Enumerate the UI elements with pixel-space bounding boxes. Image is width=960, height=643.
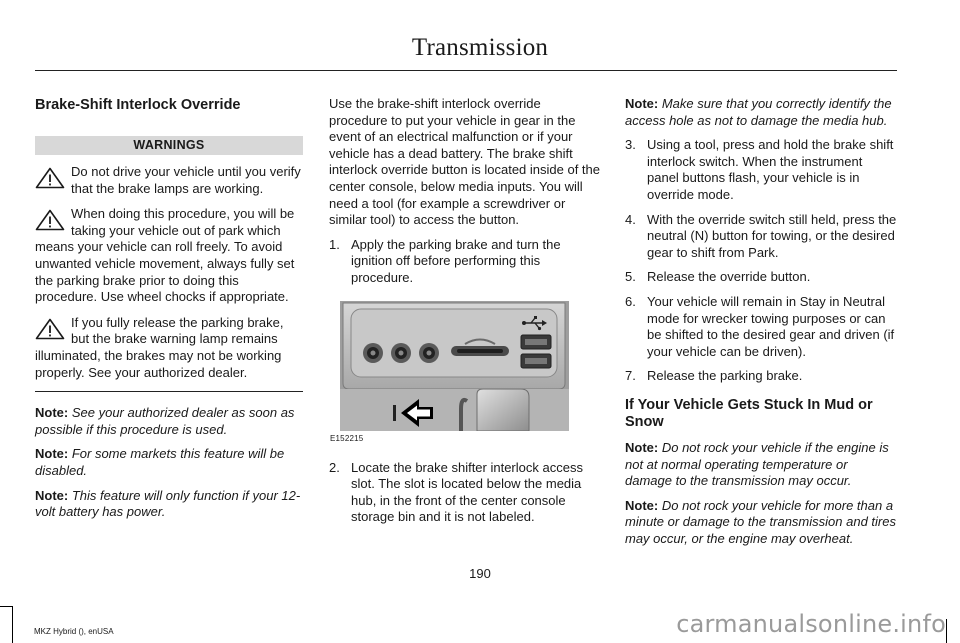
note xyxy=(625,96,897,129)
note-label: Note: xyxy=(35,405,69,421)
step-number: 4. xyxy=(625,211,636,227)
warning-triangle-icon xyxy=(35,209,65,231)
note-text: Do not rock your vehicle for more than a minute or damage to the transmission and tires may occur, or the engine may overheat. xyxy=(625,497,896,546)
page-title: Transmission xyxy=(411,34,549,61)
column-3 xyxy=(625,96,897,555)
step-text: Locate the brake shifter interlock access slot. The slot is located below the media hub, in the front of the center console storage bin and it is not labeled. xyxy=(351,459,583,525)
center-console-image xyxy=(329,301,569,448)
step-number: 7. xyxy=(625,368,636,384)
note-label: Note: xyxy=(625,439,659,455)
note-text: For some markets this feature will be disabled. xyxy=(35,446,285,478)
warnings-divider xyxy=(35,391,303,392)
steps-list xyxy=(625,137,897,385)
step-text: Your vehicle will remain in Stay in Neutral mode for wrecker towing purposes or can be shifted to the desired gear and driven (if your vehicle can be driven). xyxy=(647,293,895,359)
warning-triangle-icon xyxy=(35,318,65,340)
note xyxy=(625,440,897,490)
header-divider xyxy=(35,70,897,71)
list-item xyxy=(625,294,897,360)
note xyxy=(35,446,303,479)
list-item xyxy=(625,137,897,203)
step-text: Apply the parking brake and turn the ignition off before performing this procedure. xyxy=(351,236,561,285)
page-number: 190 xyxy=(469,566,491,581)
note-label: Note: xyxy=(35,487,69,503)
crop-mark xyxy=(946,619,947,643)
note-text: This feature will only function if your 12-volt battery has power. xyxy=(35,487,301,520)
list-item xyxy=(625,269,897,286)
warning-item xyxy=(35,315,303,381)
subsection-heading: If Your Vehicle Gets Stuck In Mud or Snow xyxy=(625,396,873,430)
warning-item xyxy=(35,206,303,306)
section-heading: Brake-Shift Interlock Override xyxy=(35,97,241,113)
list-item xyxy=(329,460,601,526)
step-text: Release the override button. xyxy=(647,269,811,285)
figure-code: E152215 xyxy=(330,433,364,443)
step-text: With the override switch still held, press the neutral (N) button for towing, or the desired gear to shift from Park. xyxy=(647,211,897,260)
steps-list xyxy=(329,237,601,287)
note-text: Make sure that you correctly identify the access hole as not to damage the media hub. xyxy=(625,96,892,128)
warnings-banner: WARNINGS xyxy=(35,136,303,155)
step-text: Release the parking brake. xyxy=(647,368,803,384)
crop-mark xyxy=(12,606,13,643)
round-jack-icon xyxy=(391,343,411,363)
watermark: carmanualsonline.info xyxy=(676,610,946,638)
intro-paragraph: Use the brake-shift interlock override procedure to put your vehicle in gear in the event of an electrical malfunction or if your vehicle has a dead battery. The brake shift interlock override button is located inside of the center console, below media inputs. You will need a tool (for example a screwdriver or similar tool) to access the button. xyxy=(329,96,600,228)
steps-list xyxy=(329,460,601,526)
console-illustration xyxy=(329,301,569,448)
round-jack-icon xyxy=(419,343,439,363)
note xyxy=(35,405,303,438)
step-text: Using a tool, press and hold the brake shift interlock switch. When the instrument panel buttons flash, your vehicle is in override mode. xyxy=(647,137,894,202)
document-id: MKZ Hybrid (), enUSA xyxy=(34,627,114,636)
note xyxy=(35,488,303,521)
note-text: Do not rock your vehicle if the engine is not at normal operating temperature or damage to the transmission may occur. xyxy=(625,439,889,489)
note-label: Note: xyxy=(625,497,659,513)
warning-text: If you fully release the parking brake, but the brake warning lamp remains illuminated, the brakes may not be working properly. See your authorized dealer. xyxy=(35,314,284,380)
step-number: 5. xyxy=(625,269,636,285)
note-label: Note: xyxy=(35,446,69,462)
crop-mark xyxy=(0,606,13,607)
round-jack-icon xyxy=(363,343,383,363)
note xyxy=(625,498,897,548)
note-text: See your authorized dealer as soon as possible if this procedure is used. xyxy=(35,405,295,437)
warning-item xyxy=(35,164,303,197)
step-number: 2. xyxy=(329,459,340,475)
column-2 xyxy=(329,96,601,534)
step-number: 6. xyxy=(625,293,636,309)
list-item xyxy=(329,237,601,287)
step-number: 1. xyxy=(329,236,340,252)
step-number: 3. xyxy=(625,137,636,153)
list-item xyxy=(625,368,897,385)
warning-text: When doing this procedure, you will be taking your vehicle out of park which means your vehicle can roll freely. To avoid unwanted vehicle movement, always fully set the parking brake prior to doing this procedure. Use wheel chocks if appropriate. xyxy=(35,206,295,305)
note-label: Note: xyxy=(625,96,659,111)
column-1 xyxy=(35,96,303,529)
warning-text: Do not drive your vehicle until you verify that the brake lamps are working. xyxy=(71,164,301,196)
warning-triangle-icon xyxy=(35,167,65,189)
list-item xyxy=(625,212,897,262)
